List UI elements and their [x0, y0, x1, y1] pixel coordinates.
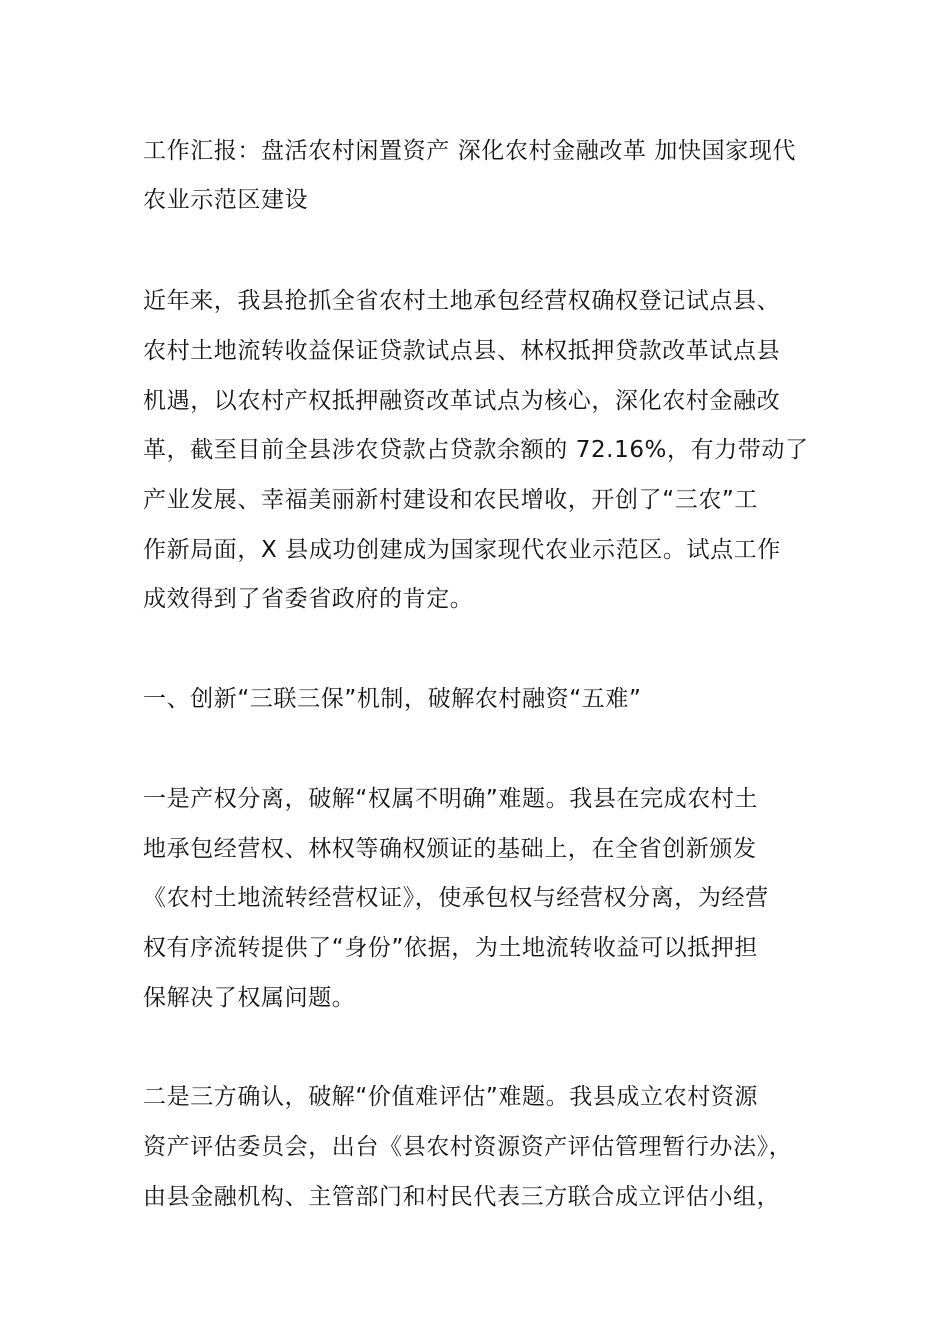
paragraph-line: 《农村土地流转经营权证》，使承包权与经营权分离，为经营	[143, 885, 769, 911]
intro-line: 革，截至目前全县涉农贷款占贷款余额的 72.16%，有力带动了	[143, 437, 809, 463]
intro-line: 成效得到了省委省政府的肯定。	[143, 586, 474, 612]
title-line: 工作汇报：盘活农村闲置资产 深化农村金融改革 加快国家现代	[143, 138, 797, 164]
intro-line: 近年来，我县抢抓全省农村土地承包经营权确权登记试点县、	[143, 288, 781, 314]
intro-line: 农村土地流转收益保证贷款试点县、林权抵押贷款改革试点县	[143, 338, 781, 364]
intro-line: 作新局面，X 县成功创建成为国家现代农业示范区。试点工作	[143, 537, 781, 563]
paragraph-line: 资产评估委员会，出台《县农村资源资产评估管理暂行办法》，	[143, 1134, 793, 1160]
section-heading: 一、创新“三联三保”机制，破解农村融资“五难”	[143, 686, 642, 712]
paragraph-line: 保解决了权属问题。	[143, 985, 356, 1011]
paragraph-line: 由县金融机构、主管部门和村民代表三方联合成立评估小组，	[143, 1184, 781, 1210]
title-line: 农业示范区建设	[143, 187, 309, 213]
paragraph-line: 地承包经营权、林权等确权颁证的基础上，在全省创新颁发	[143, 836, 757, 862]
paragraph-line: 二是三方确认，破解“价值难评估”难题。我县成立农村资源	[143, 1084, 759, 1110]
intro-line: 机遇，以农村产权抵押融资改革试点为核心，深化农村金融改	[143, 388, 781, 414]
paragraph-line: 一是产权分离，破解“权属不明确”难题。我县在完成农村土	[143, 786, 759, 812]
paragraph-line: 权有序流转提供了“身份”依据，为土地流转收益可以抵押担	[143, 935, 759, 961]
intro-line: 产业发展、幸福美丽新村建设和农民增收，开创了“三农”工	[143, 487, 759, 513]
